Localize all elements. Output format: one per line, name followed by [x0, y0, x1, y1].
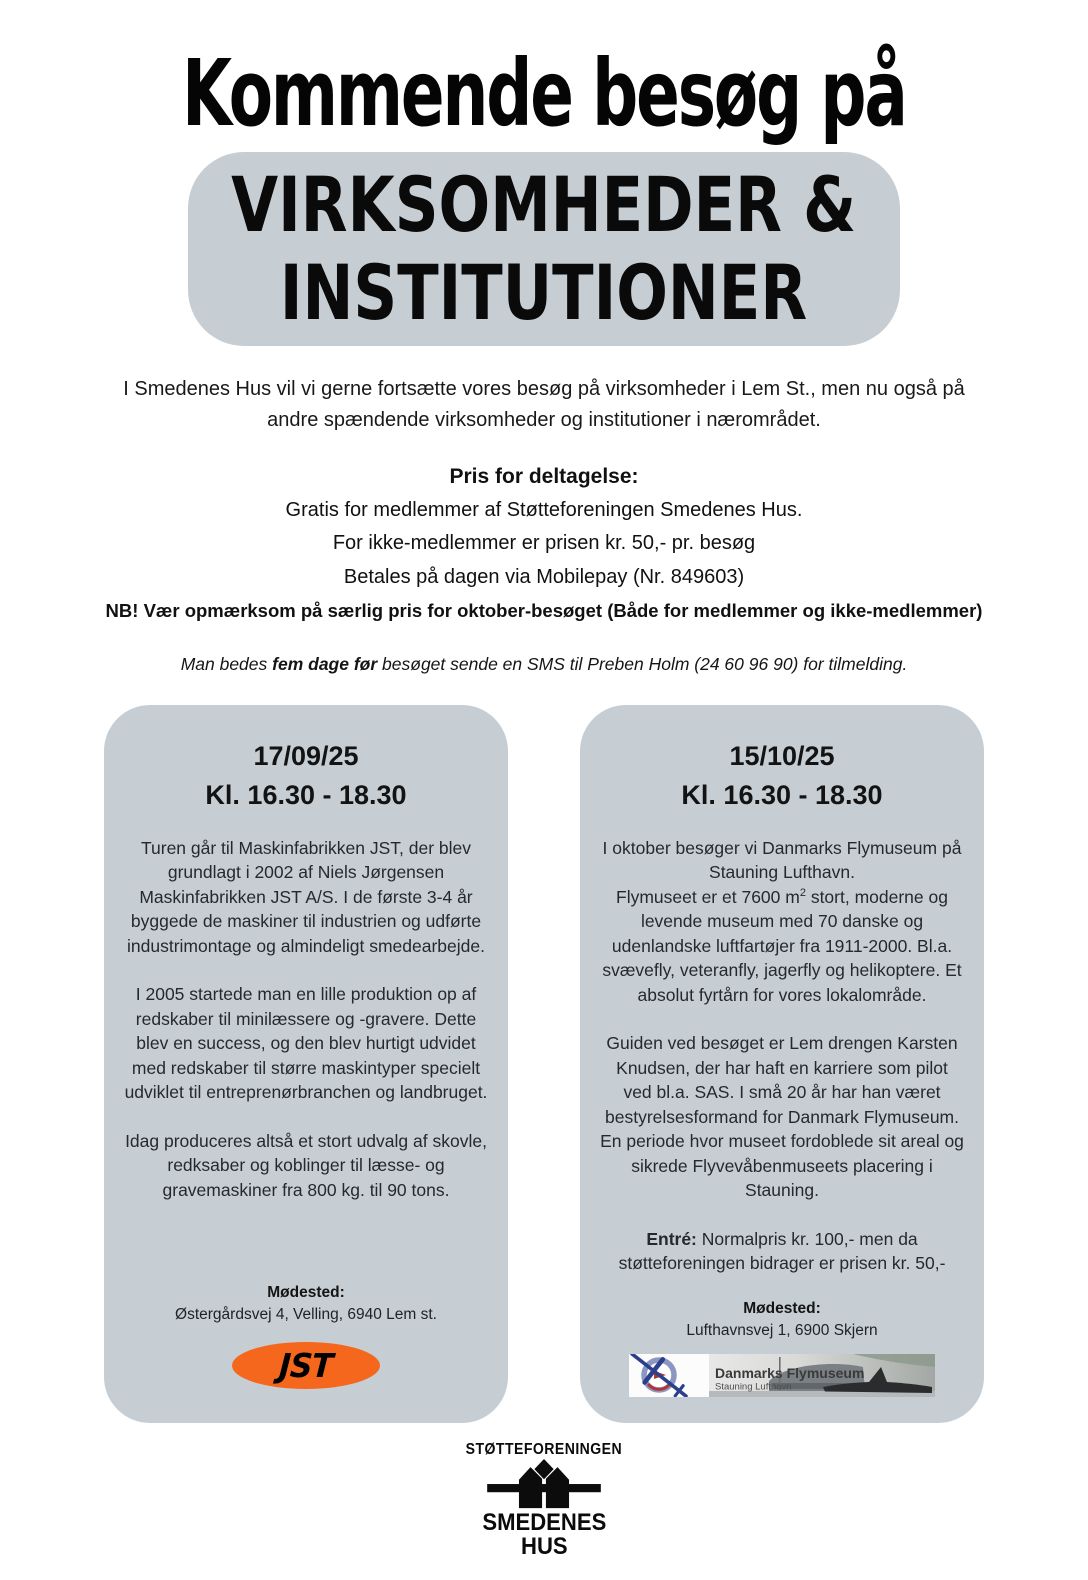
event-date: 15/10/25 — [729, 740, 835, 771]
museum-size-pre: Flymuseet er et 7600 m — [616, 886, 800, 907]
jst-logo — [232, 1342, 380, 1389]
event-paragraph: Turen går til Maskinfabrikken JST, der blev grundlagt i 2002 af Niels Jørgensen Maskinfabrikken JST A/S. I de første 3-4 år byggede de maskiner til industrien og udførte industrimontage og almindeligt smedearbejde. — [127, 837, 485, 956]
event-time: Kl. 16.30 - 18.30 — [205, 779, 407, 810]
event-date-time — [600, 737, 964, 815]
event-date: 17/09/25 — [253, 740, 359, 771]
event-time: Kl. 16.30 - 18.30 — [681, 779, 883, 810]
museum-size-post: stort, moderne og levende museum med 70 danske og udenlandske luftfartøjer fra 1911-2000. Bl.a. svævefly, veteranfly, jagerfly og helikoptere. Et absolut fyrtårn for vores lokalområde. — [602, 886, 962, 1005]
footer-logo — [0, 1441, 1088, 1559]
smedenes-hus-logo-icon — [486, 1459, 602, 1511]
event-paragraph: I 2005 startede man en lille produktion op af redskaber til minilæssere og -gravere. Dette blev en success, og den blev hurtigt udvidet med redskaber til større maskintyper specielt udviklet til entreprenørbranchen og landbruget. — [124, 984, 488, 1102]
event-paragraph — [600, 836, 964, 1008]
footer-name-line1: SMEDENES — [482, 1508, 606, 1536]
meeting-info — [600, 1298, 964, 1342]
flyer-page — [0, 40, 1088, 1580]
flymuseum-banner-image — [629, 1354, 935, 1397]
signup-post: besøget sende en SMS til Preben Holm (24 60 96 90) for tilmelding. — [377, 653, 908, 674]
meeting-address: Østergårdsvej 4, Velling, 6940 Lem st. — [175, 1305, 437, 1323]
event-description — [124, 836, 488, 1203]
signup-pre: Man bedes — [180, 653, 273, 674]
page-title-text: Kommende besøg på — [182, 40, 906, 147]
museum-intro: I oktober besøger vi Danmarks Flymuseum på Stauning Lufthavn. — [602, 837, 962, 882]
heading-line-2: INSTITUTIONER — [280, 248, 808, 337]
meeting-address: Lufthavnsvej 1, 6900 Skjern — [686, 1321, 878, 1339]
pricing-line: For ikke-medlemmer er prisen kr. 50,- pr. besøg — [332, 532, 756, 554]
signup-instruction — [0, 654, 1088, 675]
banner-title: Danmarks Flymuseum — [715, 1364, 865, 1381]
square-meter-sup: 2 — [799, 886, 806, 899]
event-paragraph: Guiden ved besøget er Lem drengen Karsten Knudsen, der har haft en karriere som pilot ved bl.a. SAS. I små 20 år har han været bestyrelsesformand for Danmark Flymuseum. En periode hvor museet fordoblede sit areal og sikrede Flyvevåbenmuseets placering i Stauning. — [600, 1033, 964, 1200]
pricing-heading: Pris for deltagelse: — [449, 465, 639, 488]
meeting-label: Mødested: — [267, 1283, 345, 1301]
intro-paragraph: I Smedenes Hus vil vi gerne fortsætte vores besøg på virksomheder i Lem St., men nu også på andre spændende virksomheder og institutioner i nærområdet. — [123, 378, 965, 431]
entre-text: Normalpris kr. 100,- men da støtteforeningen bidrager er prisen kr. 50,- — [618, 1228, 946, 1273]
pricing-line: Gratis for medlemmer af Støtteforeningen Smedenes Hus. — [285, 498, 803, 521]
footer-org-name: STØTTEFORENINGEN — [465, 1440, 623, 1458]
pricing-note: NB! Vær opmærksom på særlig pris for oktober-besøget (Både for medlemmer og ikke-medlemmer) — [105, 600, 983, 621]
footer-name-line2: HUS — [520, 1532, 568, 1560]
event-paragraph-entre — [600, 1227, 964, 1276]
event-cards — [0, 705, 1088, 1423]
banner-subtitle: Stauning Lufthavn — [715, 1381, 792, 1392]
event-card-jst — [104, 705, 508, 1423]
heading-line-1: VIRKSOMHEDER & — [231, 160, 857, 249]
pricing-line: Betales på dagen via Mobilepay (Nr. 849603) — [343, 565, 745, 588]
signup-bold: fem dage før — [272, 653, 378, 674]
event-paragraph: Idag produceres altså et stort udvalg af skovle, redksaber og koblinger til læsse- og gravemaskiner fra 800 kg. til 90 tons. — [125, 1130, 487, 1200]
event-description — [600, 836, 964, 1276]
meeting-info — [124, 1282, 488, 1326]
event-card-flymuseum — [580, 705, 984, 1423]
pricing-section — [0, 460, 1088, 628]
event-date-time — [124, 737, 488, 815]
entre-label: Entré: — [646, 1228, 697, 1249]
main-heading-box — [188, 152, 900, 346]
page-title — [0, 40, 1088, 148]
jst-logo-text: JST — [278, 1345, 334, 1385]
meeting-label: Mødested: — [743, 1299, 821, 1317]
